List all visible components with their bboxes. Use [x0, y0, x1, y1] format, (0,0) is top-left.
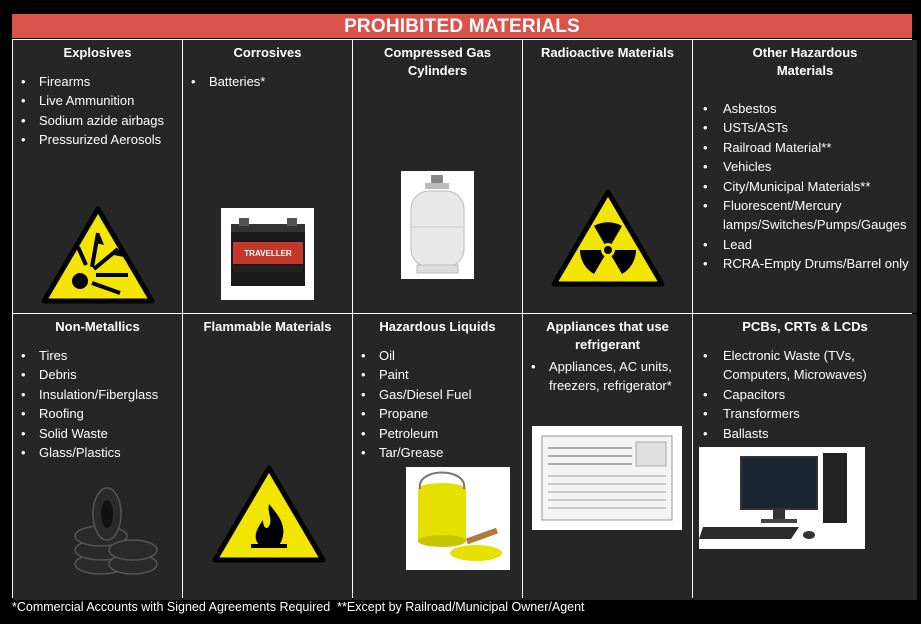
item-list — [693, 346, 917, 443]
list-item: • Transformers — [693, 404, 917, 423]
battery-brand-label: TRAVELLER — [244, 249, 292, 258]
explosive-hazard-icon — [40, 205, 156, 305]
paint-can-image — [406, 467, 510, 570]
cell-flammable — [183, 314, 352, 600]
list-item: • Tires — [13, 346, 182, 365]
computer-image — [699, 447, 865, 549]
list-item: • Insulation/Fiberglass — [13, 385, 182, 404]
cell-hazardous-liquids — [353, 314, 522, 600]
cell-title: Hazardous Liquids — [379, 319, 496, 334]
propane-tank-image — [401, 171, 474, 279]
list-item: • Vehicles — [693, 157, 917, 176]
tires-image — [71, 484, 159, 580]
cell-other-hazardous — [693, 40, 917, 313]
cell-title: Radioactive Materials — [541, 45, 674, 60]
list-item: • Pressurized Aerosols — [13, 130, 182, 149]
list-item: • City/Municipal Materials** — [693, 177, 917, 196]
cell-radioactive — [523, 40, 692, 313]
cell-pcbs-crts-lcds — [693, 314, 917, 600]
list-item: • Debris — [13, 365, 182, 384]
flammable-hazard-icon — [211, 464, 327, 564]
list-item: • Fluorescent/Mercury lamps/Switches/Pumps/Gauges — [693, 196, 917, 235]
cell-corrosives — [183, 40, 352, 313]
item-list — [13, 346, 182, 462]
list-item — [13, 111, 182, 130]
cell-title: Non-Metallics — [55, 319, 140, 334]
list-item: • Solid Waste — [13, 424, 182, 443]
list-item: • Glass/Plastics — [13, 443, 182, 462]
item-list — [353, 346, 522, 462]
list-item: • Oil — [353, 346, 522, 365]
item-list — [693, 99, 917, 274]
list-item: • Paint — [353, 365, 522, 384]
list-item: • Batteries* — [183, 72, 352, 91]
list-item: • Appliances, AC units, freezers, refrigerator* — [523, 357, 692, 396]
list-item: • RCRA-Empty Drums/Barrel only — [693, 254, 917, 273]
list-item-text: Sodium azide airbags — [39, 112, 165, 128]
radiation-hazard-icon — [550, 188, 666, 288]
cell-title: Flammable Materials — [203, 319, 332, 334]
list-item: • Asbestos — [693, 99, 917, 118]
list-item: • Tar/Grease — [353, 443, 522, 462]
list-item: • Firearms — [13, 72, 182, 91]
cell-title: Other Hazardous Materials — [752, 45, 858, 78]
list-item: • Ballasts — [693, 424, 917, 443]
cell-title: Compressed Gas Cylinders — [384, 45, 491, 78]
footer-note-railroad-municipal: **Except by Railroad/Municipal Owner/Agent — [337, 600, 585, 614]
battery-image — [221, 208, 314, 300]
list-item: • Railroad Material** — [693, 138, 917, 157]
item-list — [13, 72, 182, 150]
prohibited-materials-grid — [12, 39, 912, 598]
ac-unit-image — [532, 426, 682, 530]
item-list — [523, 357, 692, 396]
cell-title: Explosives — [63, 45, 132, 60]
footer-notes — [12, 600, 585, 614]
cell-title: Corrosives — [233, 45, 302, 60]
cell-explosives — [13, 40, 182, 313]
list-item: • Capacitors — [693, 385, 917, 404]
cell-title: PCBs, CRTs & LCDs — [742, 319, 868, 334]
cell-appliances — [523, 314, 692, 600]
list-item: • Gas/Diesel Fuel — [353, 385, 522, 404]
banner-title: PROHIBITED MATERIALS — [12, 14, 912, 38]
footer-note-signed-agreements: *Commercial Accounts with Signed Agreements Required — [12, 600, 331, 614]
list-item: • Electronic Waste (TVs, Computers, Microwaves) — [693, 346, 917, 385]
list-item: • Propane — [353, 404, 522, 423]
cell-compressed-gas — [353, 40, 522, 313]
list-item: • Live Ammunition — [13, 91, 182, 110]
list-item: • USTs/ASTs — [693, 118, 917, 137]
list-item: • Lead — [693, 235, 917, 254]
list-item: • Petroleum — [353, 424, 522, 443]
list-item: • Roofing — [13, 404, 182, 423]
item-list — [183, 72, 352, 91]
cell-title: Appliances that use refrigerant — [546, 319, 669, 352]
cell-non-metallics — [13, 314, 182, 600]
